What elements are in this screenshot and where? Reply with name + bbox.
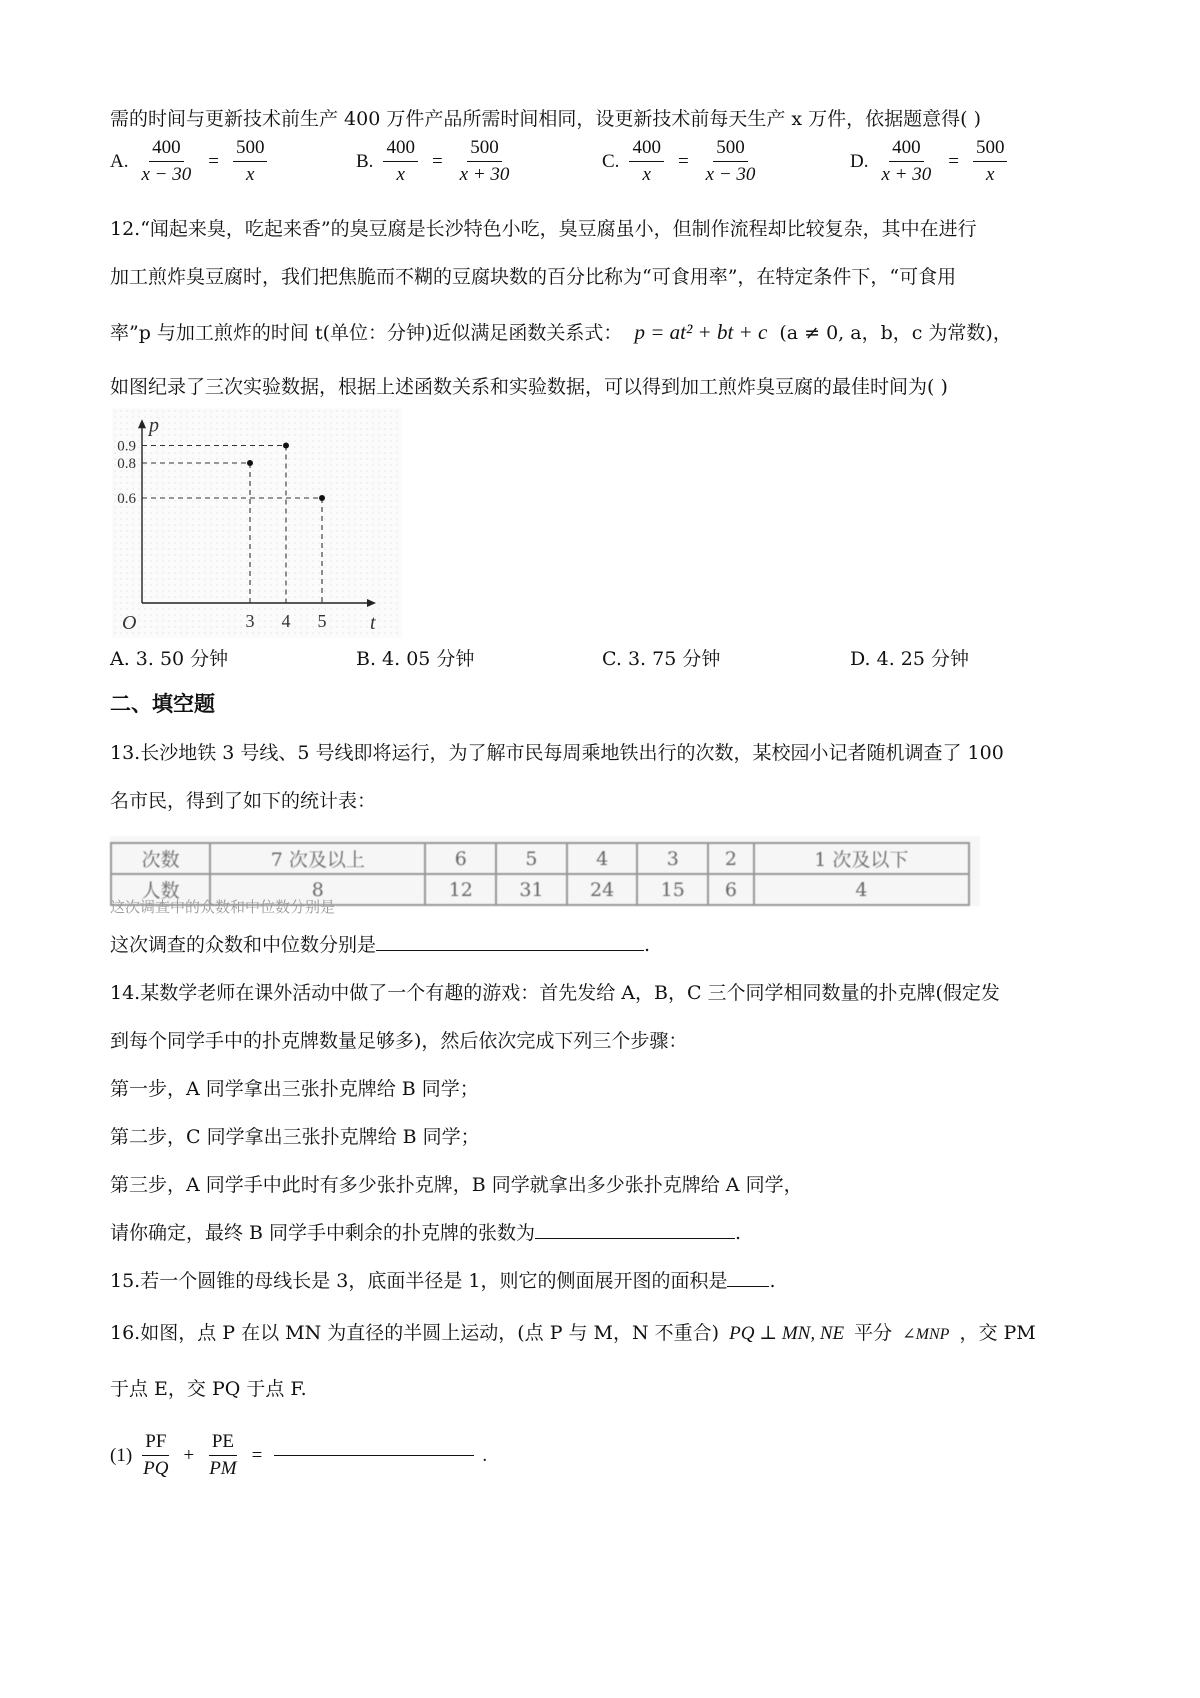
- q11-stem-tail: 需的时间与更新技术前生产 400 万件产品所需时间相同，设更新技术前每天生产 x 万件，依据题意得( ): [110, 108, 982, 130]
- table-cell: 1 次及以下: [754, 843, 969, 874]
- x-tick-label: 5: [317, 611, 327, 631]
- table-cell: 7 次及以上: [210, 843, 425, 874]
- table-cell: 8: [210, 874, 425, 905]
- q16-angle: ∠MNP: [902, 1326, 950, 1343]
- q14-question-text: 请你确定，最终 B 同学手中剩余的扑克牌的张数为: [110, 1222, 536, 1244]
- y-axis-label: p: [149, 414, 159, 437]
- data-point: [283, 443, 289, 449]
- q12-graph: [112, 408, 402, 638]
- data-point: [319, 495, 325, 501]
- frac-den: x + 30: [459, 163, 510, 185]
- q12-line3-post: (a ≠ 0, a，b，c 为常数)，: [779, 322, 1012, 344]
- table-cell: 15: [637, 874, 708, 905]
- q14-step1: 第一步，A 同学拿出三张扑克牌给 B 同学；: [110, 1078, 479, 1100]
- frac-num: PE: [209, 1432, 237, 1456]
- q14-step3: 第三步，A 同学手中此时有多少张扑克牌，B 同学就拿出多少张扑克牌给 A 同学，: [110, 1174, 803, 1196]
- q13-question-text: 这次调查的众数和中位数分别是: [110, 934, 377, 956]
- equals-sign: =: [251, 1444, 263, 1466]
- section-title: 二、填空题: [110, 692, 215, 716]
- q11-option-b[interactable]: [356, 138, 512, 186]
- q11-option-d[interactable]: [850, 138, 1007, 186]
- frac-den: x − 30: [705, 163, 756, 185]
- frac-den: PQ: [143, 1457, 169, 1479]
- frac-num: 400: [889, 138, 924, 162]
- table-cell: 31: [496, 874, 567, 905]
- table-row: [111, 843, 969, 874]
- q12-line4: 如图纪录了三次实验数据，根据上述函数关系和实验数据，可以得到加工煎炸臭豆腐的最佳时间为( ): [110, 376, 948, 398]
- equals-sign: =: [208, 150, 219, 172]
- frac-num: 400: [383, 138, 418, 162]
- frac-num: 500: [973, 138, 1008, 162]
- frac-num: 500: [713, 138, 748, 162]
- option-label: B.: [356, 150, 374, 172]
- frac-num: 500: [233, 138, 268, 162]
- q14-line2: 到每个同学手中的扑克牌数量足够多)，然后依次完成下列三个步骤：: [110, 1030, 688, 1052]
- q13-end: .: [644, 934, 651, 956]
- table-cell: 6: [708, 874, 754, 905]
- frac-den: x: [642, 163, 651, 185]
- equals-sign: =: [677, 150, 689, 172]
- table-cell: 12: [425, 874, 496, 905]
- q16-line1: [110, 1318, 1036, 1345]
- frac-num: 400: [629, 138, 664, 162]
- frac-num: PF: [142, 1432, 169, 1456]
- frac-den: x: [986, 163, 995, 185]
- q16-line1-post: ，交 PM: [959, 1322, 1036, 1344]
- q13-question: [110, 930, 650, 957]
- option-label: A.: [110, 150, 129, 172]
- q14-end: .: [735, 1222, 742, 1244]
- q12-line1: 12.“闻起来臭，吃起来香”的臭豆腐是长沙特色小吃，臭豆腐虽小，但制作流程却比较复杂，其中在进行: [110, 218, 977, 240]
- q14-line1: 14.某数学老师在课外活动中做了一个有趣的游戏：首先发给 A，B，C 三个同学相同数量的扑克牌(假定发: [110, 982, 1000, 1004]
- q16-line2: 于点 E，交 PQ 于点 F.: [110, 1378, 307, 1400]
- table-cell: 次数: [111, 843, 210, 874]
- x-tick-label: 3: [245, 611, 255, 631]
- q13-table-cut-text: 这次调查中的众数和中位数分别是: [110, 898, 336, 916]
- y-tick-label: 0.8: [117, 456, 136, 472]
- q13-answer-blank[interactable]: [376, 950, 644, 951]
- table-cell: 4: [567, 843, 638, 874]
- table-cell: 4: [754, 874, 969, 905]
- q12-option-c[interactable]: C. 3. 75 分钟: [602, 648, 721, 670]
- q16-answer-blank[interactable]: [274, 1455, 474, 1456]
- q16-line1-math: PQ ⊥ MN, NE: [729, 1323, 845, 1344]
- q14-step2: 第二步，C 同学拿出三张扑克牌给 B 同学；: [110, 1126, 480, 1148]
- x-axis-label: t: [370, 612, 376, 634]
- equals-sign: =: [431, 150, 443, 172]
- frac-num: 400: [149, 138, 184, 162]
- table-cell: 5: [496, 843, 567, 874]
- q16-line1-mid: 平分: [854, 1322, 893, 1344]
- q12-option-a[interactable]: A. 3. 50 分钟: [110, 648, 229, 670]
- q12-line3: [110, 318, 1012, 345]
- q15-end: .: [769, 1270, 776, 1292]
- q11-option-a[interactable]: [110, 138, 267, 186]
- q16-end: .: [482, 1444, 488, 1466]
- data-point: [247, 460, 253, 466]
- origin-label: O: [122, 612, 137, 634]
- frac-den: x: [396, 163, 405, 185]
- frac-den: x + 30: [881, 163, 932, 185]
- q11-option-c[interactable]: [602, 138, 758, 186]
- q14-question: [110, 1218, 741, 1245]
- q12-line2: 加工煎炸臭豆腐时，我们把焦脆而不糊的豆腐块数的百分比称为“可食用率”，在特定条件下，“可食用: [110, 266, 957, 288]
- q12-line3-pre: 率”p 与加工煎炸的时间 t(单位：分钟)近似满足函数关系式：: [110, 322, 623, 344]
- q12-formula: p = at² + bt + c: [634, 320, 768, 344]
- q12-option-d[interactable]: D. 4. 25 分钟: [850, 648, 970, 670]
- table-cell: 6: [425, 843, 496, 874]
- option-label: D.: [850, 150, 869, 172]
- q16-part1-label: (1): [110, 1444, 133, 1466]
- table-cell: 2: [708, 843, 754, 874]
- table-cell: 24: [567, 874, 638, 905]
- q13-line2: 名市民，得到了如下的统计表：: [110, 790, 377, 812]
- y-tick-label: 0.6: [117, 491, 136, 507]
- y-tick-label: 0.9: [117, 438, 136, 455]
- q13-line1: 13.长沙地铁 3 号线、5 号线即将运行，为了解市民每周乘地铁出行的次数，某校园小记者随机调查了 100: [110, 742, 1004, 764]
- q16-part1: [110, 1432, 487, 1480]
- frac-den: PM: [209, 1457, 237, 1479]
- q15: [110, 1266, 776, 1293]
- option-label: C.: [602, 150, 620, 172]
- table-cell: 3: [637, 843, 708, 874]
- x-tick-label: 4: [281, 611, 291, 631]
- table-cell: 人数: [111, 874, 210, 905]
- equals-sign: =: [948, 150, 959, 172]
- frac-den: x − 30: [141, 163, 192, 185]
- q16-line1-pre: 16.如图，点 P 在以 MN 为直径的半圆上运动，(点 P 与 M，N 不重合): [110, 1322, 720, 1344]
- frac-den: x: [246, 163, 255, 185]
- q15-answer-blank[interactable]: [727, 1286, 769, 1287]
- q15-text: 15.若一个圆锥的母线长是 3，底面半径是 1，则它的侧面展开图的面积是: [110, 1270, 728, 1292]
- frac-num: 500: [467, 138, 502, 162]
- plus-sign: +: [183, 1444, 195, 1466]
- q14-answer-blank[interactable]: [535, 1238, 735, 1239]
- q12-option-b[interactable]: B. 4. 05 分钟: [356, 648, 475, 670]
